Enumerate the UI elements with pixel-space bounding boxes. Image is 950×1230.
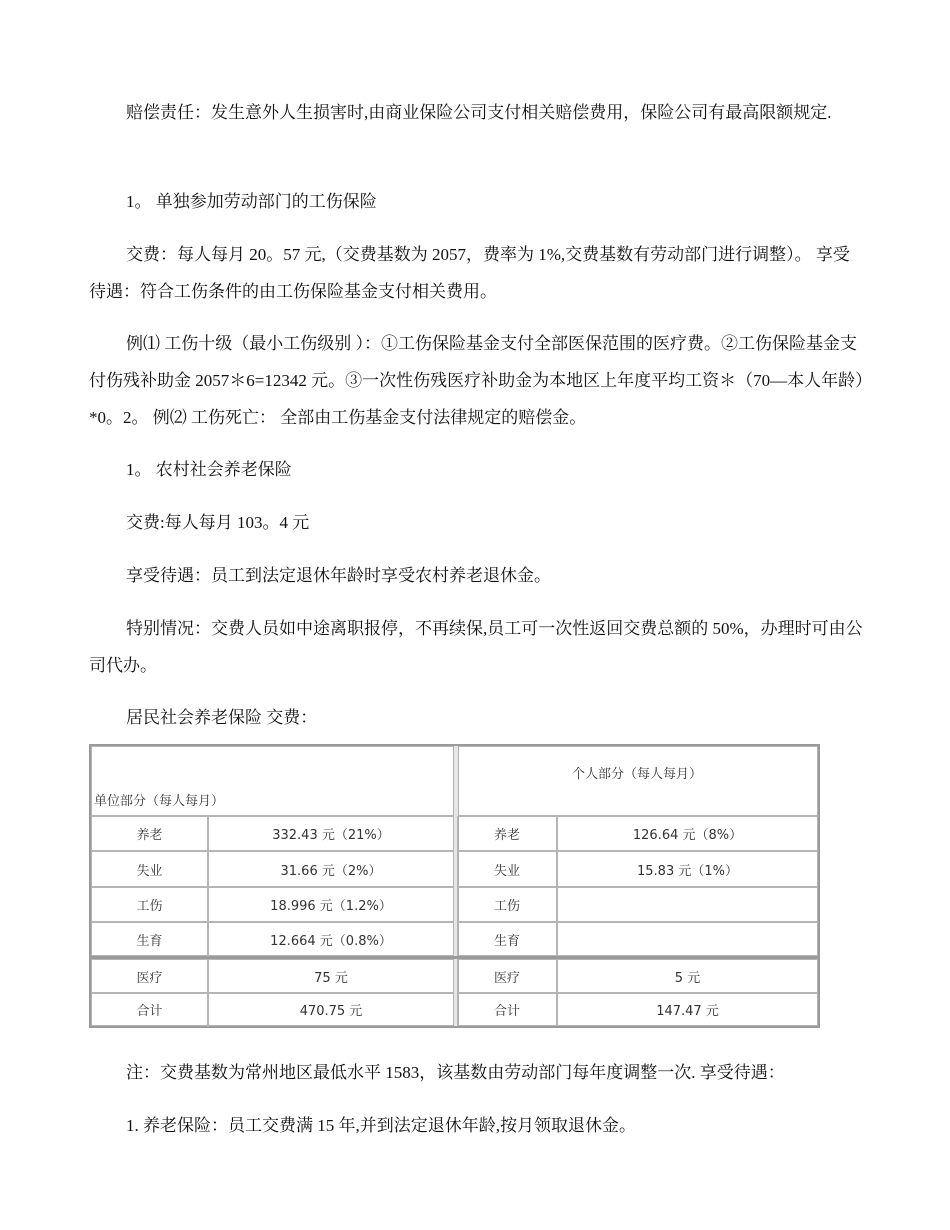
table-cell-individual-value: 147.47 元 bbox=[557, 993, 818, 1026]
table-cell-employer-value: 18.996 元（1.2%） bbox=[208, 887, 454, 922]
table-header-employer: 单位部分（每人每月） bbox=[91, 746, 456, 816]
table-cell-employer-item: 养老 bbox=[91, 816, 208, 851]
heading-work-injury-insurance: 1。 单独参加劳动部门的工伤保险 bbox=[126, 192, 377, 211]
table-cell-employer-item: 医疗 bbox=[91, 959, 208, 993]
table-cell-individual-value bbox=[557, 887, 818, 922]
table-cell-employer-item: 合计 bbox=[91, 993, 208, 1026]
table-cell-individual-item: 工伤 bbox=[457, 887, 557, 922]
table-cell-individual-item: 生育 bbox=[457, 922, 557, 956]
paragraph-special-situation: 特别情况：交费人员如中途离职报停，不再续保,员工可一次性返回交费总额的 50%，办理时可由公司代办。 bbox=[89, 619, 863, 675]
contribution-table bbox=[89, 744, 820, 1028]
table-cell-individual-item: 失业 bbox=[457, 851, 557, 887]
table-cell-individual-item: 合计 bbox=[457, 993, 557, 1026]
paragraph-compensation-liability: 赔偿责任：发生意外人生损害时,由商业保险公司支付相关赔偿费用，保险公司有最高限额规定. bbox=[126, 103, 832, 122]
table-cell-individual-value: 5 元 bbox=[557, 959, 818, 993]
table-cell-employer-value: 31.66 元（2%） bbox=[208, 851, 454, 887]
table-cell-individual-value: 15.83 元（1%） bbox=[557, 851, 818, 887]
table-cell-individual-item: 医疗 bbox=[457, 959, 557, 993]
paragraph-work-injury-example: 例⑴ 工伤十级（最小工伤级别 ）：①工伤保险基金支付全部医保范围的医疗费。②工伤保险基金支付伤残补助金 2057＊6=12342 元。③一次性伤残医疗补助金为本地区上年度平均工资＊（70—本人年龄）*0。2。 例⑵ 工伤死亡： 全部由工伤基金支付法律规定的赔偿金。 bbox=[89, 334, 864, 427]
paragraph-rural-pension-benefit: 享受待遇：员工到法定退休年龄时享受农村养老退休金。 bbox=[126, 566, 551, 585]
table-header-individual: 个人部分（每人每月） bbox=[456, 746, 818, 816]
table-cell-employer-item: 工伤 bbox=[91, 887, 208, 922]
heading-resident-pension-fee: 居民社会养老保险 交费： bbox=[126, 708, 318, 727]
table-cell-individual-value bbox=[557, 922, 818, 956]
table-cell-employer-value: 332.43 元（21%） bbox=[208, 816, 454, 851]
paragraph-note-base: 注：交费基数为常州地区最低水平 1583，该基数由劳动部门每年度调整一次. 享受待遇： bbox=[126, 1063, 785, 1082]
paragraph-pension-benefit: 1. 养老保险：员工交费满 15 年,并到法定退休年龄,按月领取退休金。 bbox=[126, 1116, 636, 1135]
table-cell-employer-value: 12.664 元（0.8%） bbox=[208, 922, 454, 956]
table-cell-employer-item: 生育 bbox=[91, 922, 208, 956]
paragraph-rural-pension-fee: 交费:每人每月 103。4 元 bbox=[126, 513, 310, 532]
table-cell-individual-value: 126.64 元（8%） bbox=[557, 816, 818, 851]
table-cell-individual-item: 养老 bbox=[457, 816, 557, 851]
table-cell-employer-item: 失业 bbox=[91, 851, 208, 887]
table-cell-employer-value: 75 元 bbox=[208, 959, 454, 993]
heading-rural-pension: 1。 农村社会养老保险 bbox=[126, 460, 292, 479]
paragraph-work-injury-fee: 交费：每人每月 20。57 元,（交费基数为 2057，费率为 1%,交费基数有劳动部门进行调整）。 享受待遇：符合工伤条件的由工伤保险基金支付相关费用。 bbox=[89, 245, 850, 301]
table-cell-employer-value: 470.75 元 bbox=[208, 993, 454, 1026]
